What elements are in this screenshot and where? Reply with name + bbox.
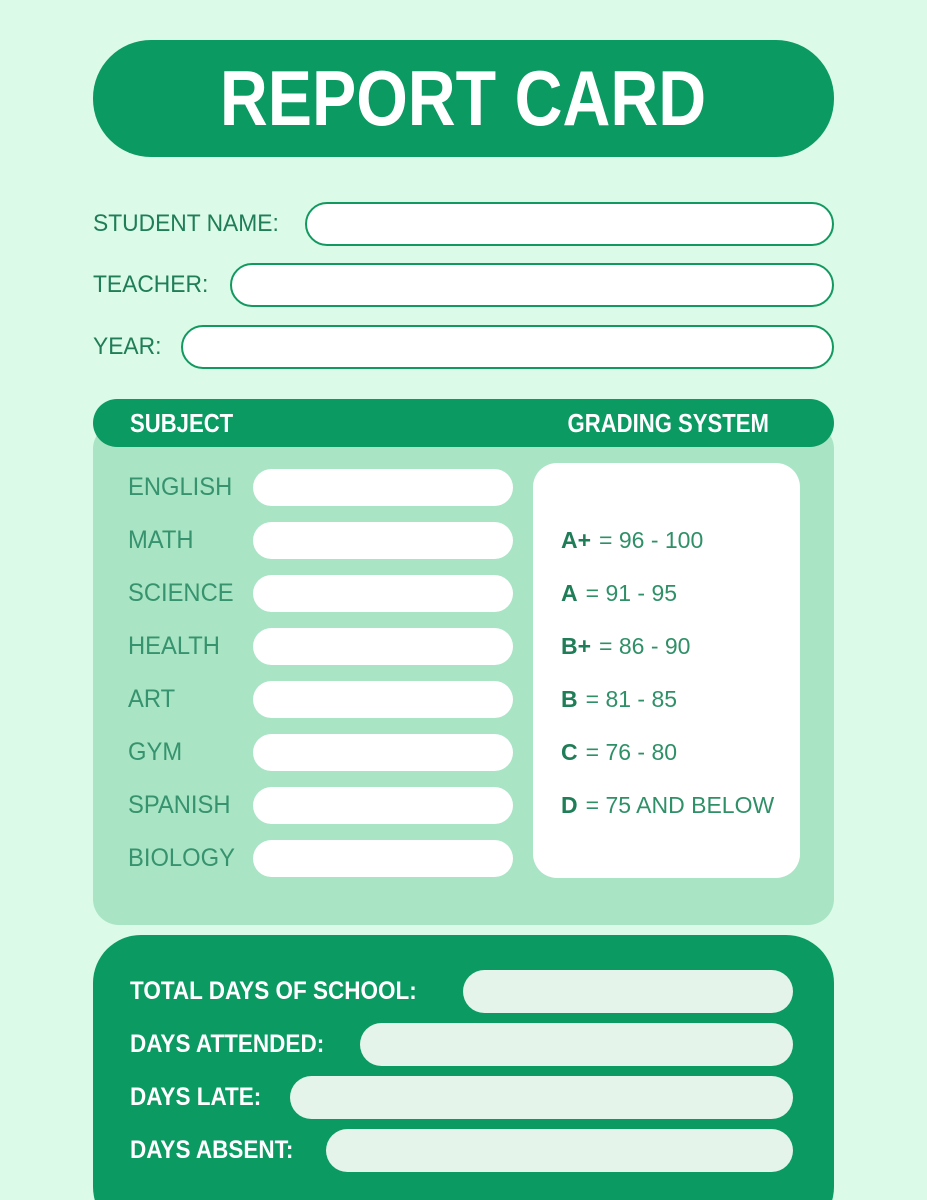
table-header [93, 399, 834, 447]
grade-letter: C [561, 739, 578, 765]
spanish-grade-input[interactable] [253, 787, 513, 824]
grading-system-box [533, 463, 800, 878]
subject-row-math [128, 514, 558, 567]
subject-label: SPANISH [128, 791, 231, 819]
english-grade-input[interactable] [253, 469, 513, 506]
subjects-panel [93, 423, 834, 925]
grade-letter: B+ [561, 633, 592, 659]
science-grade-input[interactable] [253, 575, 513, 612]
art-grade-input[interactable] [253, 681, 513, 718]
health-grade-input[interactable] [253, 628, 513, 665]
subject-row-spanish [128, 779, 558, 832]
subject-row-health [128, 620, 558, 673]
grade-letter: B [561, 686, 578, 712]
year-row [93, 325, 834, 369]
report-card-header [93, 40, 834, 157]
student-name-row [93, 202, 834, 246]
subject-label: ENGLISH [128, 473, 233, 501]
grading-scale-item [561, 726, 790, 779]
subject-column-header: SUBJECT [130, 407, 234, 438]
days-late-label: DAYS LATE: [130, 1083, 262, 1111]
total-days-input[interactable] [463, 970, 793, 1013]
subject-row-art [128, 673, 558, 726]
grade-range: = 86 - 90 [599, 633, 691, 659]
grade-letter: D [561, 792, 578, 818]
days-late-row [130, 1071, 793, 1124]
gym-grade-input[interactable] [253, 734, 513, 771]
days-absent-row [130, 1124, 793, 1177]
subject-row-gym [128, 726, 558, 779]
grade-range: = 76 - 80 [585, 739, 678, 765]
grading-scale-item [561, 567, 790, 620]
student-name-label: STUDENT NAME: [93, 210, 279, 237]
subject-row-english [128, 461, 558, 514]
subject-label: SCIENCE [128, 579, 234, 607]
grading-scale-item [561, 673, 790, 726]
subject-label: BIOLOGY [128, 844, 235, 872]
grade-range: = 96 - 100 [599, 527, 704, 553]
subject-row-biology [128, 832, 558, 885]
student-name-input[interactable] [305, 202, 834, 246]
days-late-input[interactable] [290, 1076, 793, 1119]
subject-label: MATH [128, 526, 194, 554]
biology-grade-input[interactable] [253, 840, 513, 877]
grading-scale-item [561, 779, 790, 832]
days-absent-label: DAYS ABSENT: [130, 1136, 294, 1164]
subjects-list [128, 461, 558, 885]
days-attended-label: DAYS ATTENDED: [130, 1030, 325, 1058]
subject-label: HEALTH [128, 632, 220, 660]
grading-column-header: GRADING SYSTEM [567, 407, 769, 438]
total-days-row [130, 965, 793, 1018]
grading-scale-item [561, 514, 790, 567]
grade-range: = 81 - 85 [585, 686, 678, 712]
total-days-label: TOTAL DAYS OF SCHOOL: [130, 977, 417, 1005]
days-attended-input[interactable] [360, 1023, 793, 1066]
teacher-label: TEACHER: [93, 271, 209, 298]
year-input[interactable] [181, 325, 834, 369]
subject-label: GYM [128, 738, 183, 766]
grade-letter: A [561, 580, 578, 606]
grade-range: = 91 - 95 [585, 580, 678, 606]
grading-scale-item [561, 620, 790, 673]
year-label: YEAR: [93, 333, 162, 360]
subject-row-science [128, 567, 558, 620]
attendance-panel [93, 935, 834, 1200]
grade-range: = 75 AND BELOW [585, 792, 775, 818]
days-attended-row [130, 1018, 793, 1071]
page-title: REPORT CARD [220, 54, 707, 142]
teacher-row [93, 263, 834, 307]
grade-letter: A+ [561, 527, 592, 553]
teacher-input[interactable] [230, 263, 834, 307]
math-grade-input[interactable] [253, 522, 513, 559]
days-absent-input[interactable] [326, 1129, 793, 1172]
subject-label: ART [128, 685, 176, 713]
